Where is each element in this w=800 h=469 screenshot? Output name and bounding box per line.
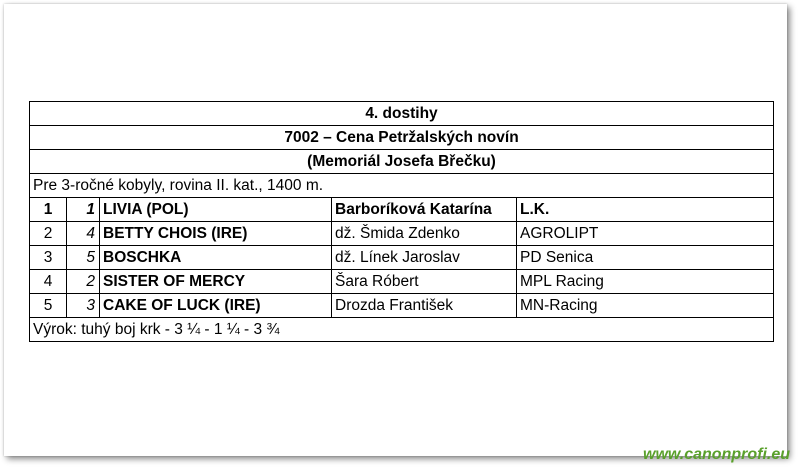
- race-memorial-row: [30, 150, 774, 174]
- result-horse: SISTER OF MERCY: [100, 270, 332, 294]
- result-place: 5: [30, 294, 67, 318]
- result-row: [30, 294, 774, 318]
- result-horse: LIVIA (POL): [100, 198, 332, 222]
- result-place: 2: [30, 222, 67, 246]
- result-jockey: dž. Línek Jaroslav: [332, 246, 517, 270]
- result-jockey: Šara Róbert: [332, 270, 517, 294]
- result-trainer: MPL Racing: [517, 270, 774, 294]
- race-title-row: [30, 102, 774, 126]
- result-row: [30, 222, 774, 246]
- result-trainer: L.K.: [517, 198, 774, 222]
- race-conditions-row: [30, 174, 774, 198]
- result-trainer: PD Senica: [517, 246, 774, 270]
- result-trainer: AGROLIPT: [517, 222, 774, 246]
- race-results-table: [29, 101, 774, 342]
- result-place: 3: [30, 246, 67, 270]
- result-number: 2: [67, 270, 100, 294]
- result-jockey: Drozda František: [332, 294, 517, 318]
- result-jockey: Barboríková Katarína: [332, 198, 517, 222]
- result-horse: BOSCHKA: [100, 246, 332, 270]
- website-link[interactable]: www.canonprofi.eu: [643, 446, 790, 463]
- document-page: [4, 4, 787, 456]
- result-horse: CAKE OF LUCK (IRE): [100, 294, 332, 318]
- result-horse: BETTY CHOIS (IRE): [100, 222, 332, 246]
- result-row: [30, 270, 774, 294]
- race-verdict-row: [30, 318, 774, 342]
- result-number: 4: [67, 222, 100, 246]
- result-number: 5: [67, 246, 100, 270]
- race-title: 4. dostihy: [30, 102, 774, 126]
- result-number: 1: [67, 198, 100, 222]
- result-place: 1: [30, 198, 67, 222]
- race-verdict: Výrok: tuhý boj krk - 3 ¼ - 1 ¼ - 3 ¾: [30, 318, 774, 342]
- result-row: [30, 246, 774, 270]
- result-trainer: MN-Racing: [517, 294, 774, 318]
- race-memorial: (Memoriál Josefa Břečku): [30, 150, 774, 174]
- race-name-row: [30, 126, 774, 150]
- result-jockey: dž. Šmida Zdenko: [332, 222, 517, 246]
- race-name: 7002 – Cena Petržalských novín: [30, 126, 774, 150]
- result-row: [30, 198, 774, 222]
- result-number: 3: [67, 294, 100, 318]
- race-conditions: Pre 3-ročné kobyly, rovina II. kat., 1400 m.: [30, 174, 774, 198]
- result-place: 4: [30, 270, 67, 294]
